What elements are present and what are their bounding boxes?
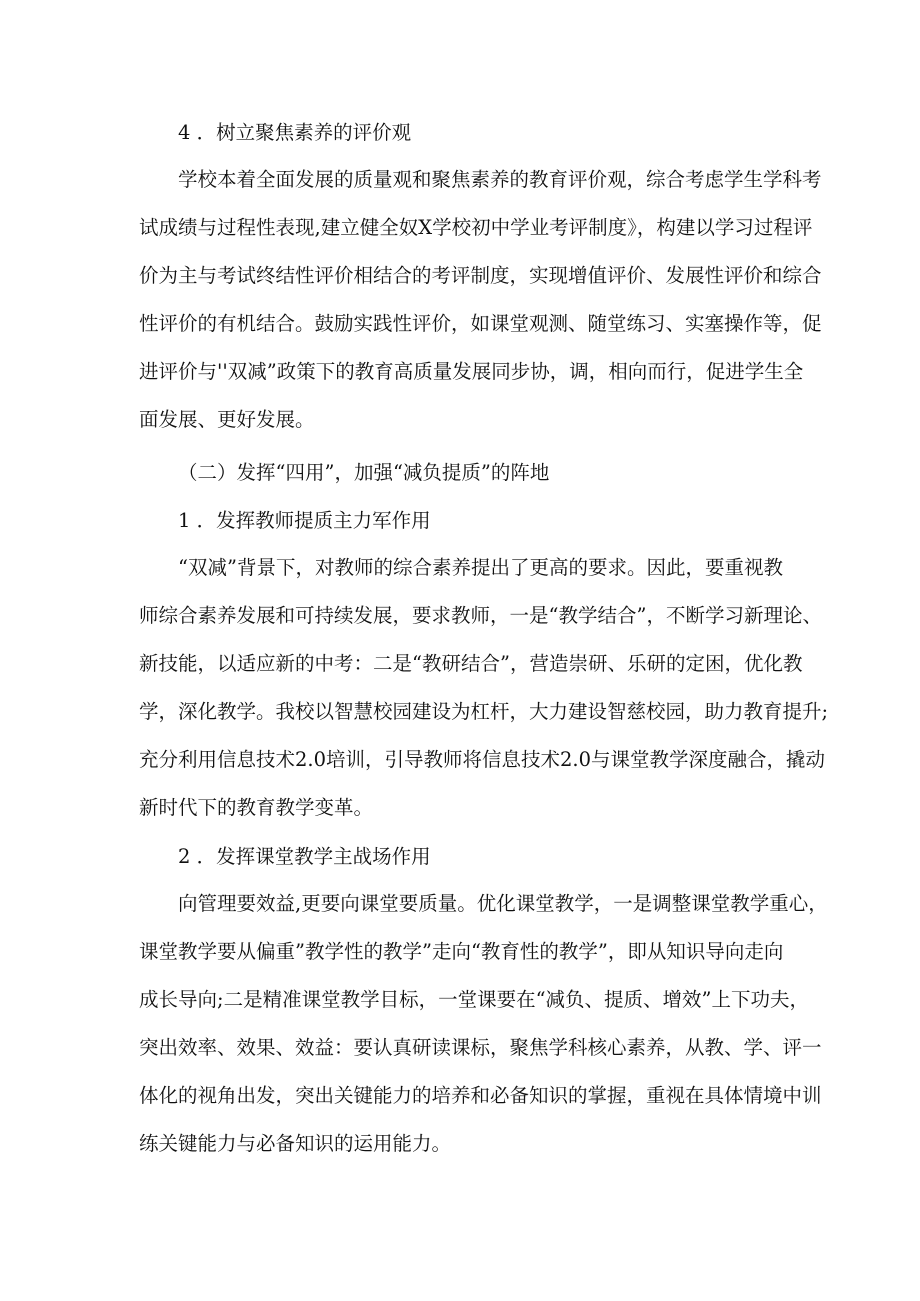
paragraph-line: 成长导向;二是精准课堂教学目标，一堂课要在“减负、提质、增效”上下功夫，: [139, 988, 810, 1011]
paragraph-line: 师综合素养发展和可持续发展，要求教师，一是“教学结合”，不断学习新理论、: [139, 604, 822, 627]
paragraph-line: 练关键能力与必备知识的运用能力。: [139, 1132, 452, 1155]
paragraph-line: 充分利用信息技术2.0培训，引导教师将信息技术2.0与课堂教学深度融合，撬动: [139, 748, 826, 771]
paragraph-line: 新技能，以适应新的中考：二是“教研结合”，营造崇研、乐研的定困，优化教: [139, 652, 803, 675]
heading-2-classroom: 2 ．发挥课堂教学主战场作用: [178, 845, 431, 868]
paragraph-line: 突出效率、效果、效益：要认真研读课标，聚焦学科核心素养，从教、学、评一: [139, 1036, 822, 1059]
paragraph-line: 性评价的有机结合。鼓励实践性评价，如课堂观测、随堂练习、实塞操作等，促: [139, 312, 822, 335]
paragraph-line: 新时代下的教育教学变革。: [139, 796, 374, 819]
paragraph-line: 体化的视角出发，突出关键能力的培养和必备知识的掌握，重视在具体情境中训: [139, 1084, 822, 1107]
heading-section-two: （二）发挥“四用”，加强“减负提质”的阵地: [178, 461, 550, 484]
paragraph-line: 学校本着全面发展的质量观和聚焦素养的教育评价观，综合考虑学生学科考: [178, 168, 822, 191]
paragraph-line: 面发展、更好发展。: [139, 408, 315, 431]
paragraph-line: 课堂教学要从偏重”教学性的教学”走向“教育性的教学”，即从知识导向走向: [139, 940, 784, 963]
paragraph-line: 试成绩与过程性表现,建立健全奴X学校初中学业考评制度》，构建以学习过程评: [139, 216, 813, 239]
paragraph-line: 学，深化教学。我校以智慧校园建设为杠杆，大力建设智慈校园，助力教育提升;: [139, 700, 829, 723]
heading-4-evaluation: 4 ．树立聚焦素养的评价观: [178, 121, 412, 144]
paragraph-line: 向管理要效益,更要向课堂要质量。优化课堂教学，一是调整课堂教学重心，: [178, 892, 828, 915]
paragraph-line: 价为主与考试终结性评价相结合的考评制度，实现增值评价、发展性评价和综合: [139, 264, 822, 287]
paragraph-line: 进评价与''双减”政策下的教育高质量发展同步协，调，相向而行，促进学生全: [139, 360, 804, 383]
paragraph-line: “双减”背景下，对教师的综合素养提出了更高的要求。因此，要重视教: [178, 556, 783, 579]
heading-1-teachers: 1 ．发挥教师提质主力军作用: [178, 509, 431, 532]
